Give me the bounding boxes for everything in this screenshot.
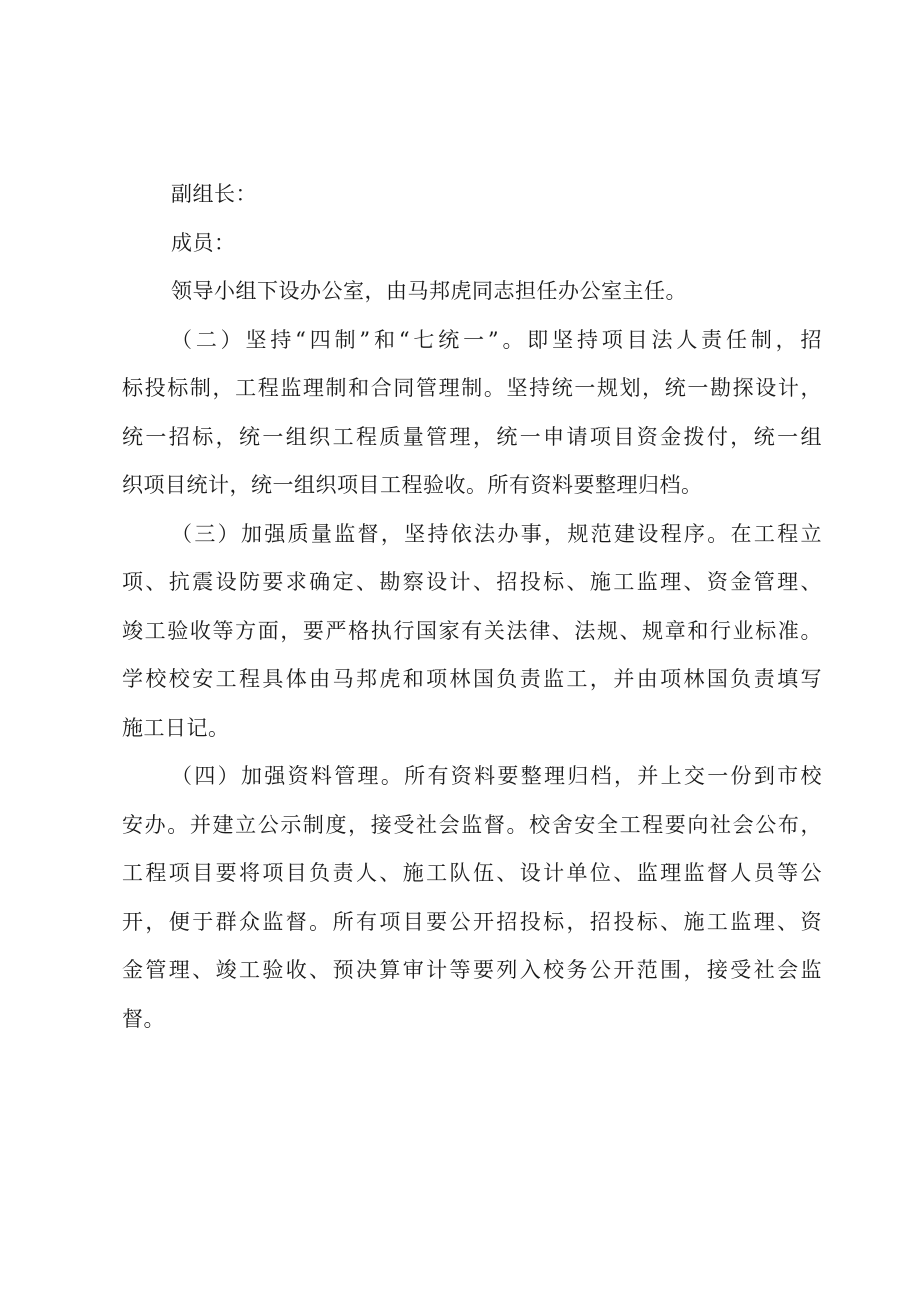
paragraph-line: 织项目统计，统一组织项目工程验收。所有资料要整理归档。: [122, 473, 703, 497]
paragraph-line: 督。: [122, 1006, 165, 1031]
paragraph-line: 工程项目要将项目负责人、施工队伍、设计单位、监理监督人员等公: [122, 861, 822, 885]
paragraph-line: 成员：: [171, 230, 236, 255]
paragraph-line: （三）加强质量监督，坚持依法办事，规范建设程序。在工程立: [171, 521, 822, 546]
document-body: [122, 170, 822, 1043]
paragraph-line: 安办。并建立公示制度，接受社会监督。校舍安全工程要向社会公布，: [122, 812, 822, 837]
paragraph-line: （二）坚持“四制”和“七统一”。即坚持项目法人责任制，招: [171, 327, 822, 352]
paragraph-line: 施工日记。: [122, 715, 230, 740]
paragraph-line: 项、抗震设防要求确定、勘察设计、招投标、施工监理、资金管理、: [122, 570, 822, 594]
paragraph-line: 金管理、竣工验收、预决算审计等要列入校务公开范围，接受社会监: [122, 958, 822, 982]
paragraph-line: 开，便于群众监督。所有项目要公开招投标，招投标、施工监理、资: [122, 909, 822, 934]
paragraph-line: 学校校安工程具体由马邦虎和项林国负责监工，并由项林国负责填写: [122, 667, 822, 691]
paragraph-line: 标投标制，工程监理制和合同管理制。坚持统一规划，统一勘探设计，: [122, 376, 822, 400]
paragraph-line: 副组长：: [171, 182, 257, 206]
paragraph-line: 统一招标，统一组织工程质量管理，统一申请项目资金拨付，统一组: [122, 424, 822, 449]
paragraph-line: （四）加强资料管理。所有资料要整理归档，并上交一份到市校: [171, 764, 822, 788]
paragraph-line: 竣工验收等方面，要严格执行国家有关法律、法规、规章和行业标准。: [122, 618, 822, 643]
paragraph-line: 领导小组下设办公室，由马邦虎同志担任办公室主任。: [171, 279, 687, 303]
